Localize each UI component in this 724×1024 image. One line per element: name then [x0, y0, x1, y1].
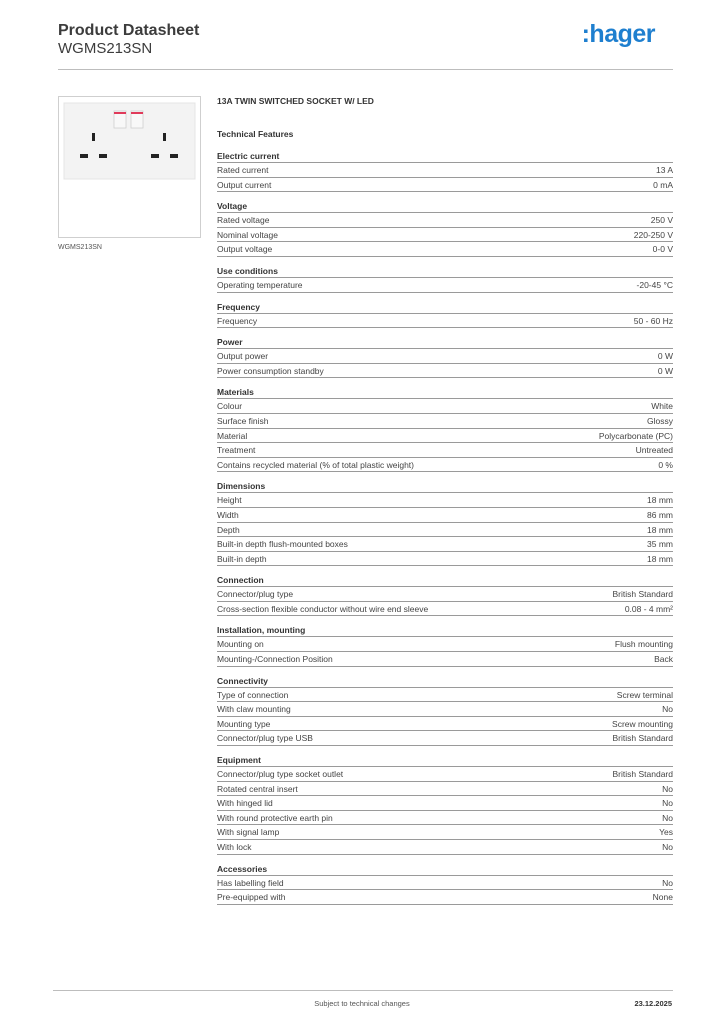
spec-label: Treatment [217, 445, 256, 456]
spec-row [217, 767, 673, 782]
spec-value: No [662, 877, 673, 888]
spec-value: -20-45 °C [636, 279, 673, 290]
spec-value: None [652, 892, 673, 903]
spec-row [217, 537, 673, 552]
spec-value: Polycarbonate (PC) [598, 430, 673, 441]
spec-row [217, 840, 673, 855]
feature-section [217, 387, 673, 472]
hager-logo: :hager [581, 20, 655, 48]
spec-label: Material [217, 430, 248, 441]
spec-value: Glossy [647, 415, 673, 426]
spec-label: Built-in depth [217, 553, 267, 564]
spec-row [217, 587, 673, 602]
spec-value: No [662, 798, 673, 809]
spec-value: 18 mm [647, 524, 673, 535]
spec-label: Rated voltage [217, 215, 270, 226]
feature-section [217, 201, 673, 257]
feature-section [217, 266, 673, 293]
spec-value: British Standard [612, 769, 673, 780]
spec-row [217, 429, 673, 444]
spec-label: With hinged lid [217, 798, 273, 809]
spec-label: Height [217, 495, 242, 506]
section-title: Dimensions [217, 481, 673, 493]
page-header [58, 20, 673, 70]
spec-row [217, 163, 673, 178]
spec-label: Mounting on [217, 639, 264, 650]
spec-row [217, 890, 673, 905]
spec-row [217, 364, 673, 379]
spec-value: 0.08 - 4 mm² [624, 603, 673, 614]
spec-label: Mounting-/Connection Position [217, 654, 333, 665]
spec-row [217, 731, 673, 746]
twin-socket-illustration [59, 97, 200, 237]
spec-value: No [662, 704, 673, 715]
spec-value: No [662, 812, 673, 823]
spec-value: No [662, 783, 673, 794]
feature-section [217, 575, 673, 616]
spec-value: Yes [659, 827, 673, 838]
spec-label: Connector/plug type socket outlet [217, 769, 344, 780]
spec-row [217, 796, 673, 811]
section-title: Frequency [217, 302, 673, 314]
spec-label: Output power [217, 351, 269, 362]
section-title: Electric current [217, 151, 673, 163]
spec-row [217, 637, 673, 652]
spec-row [217, 702, 673, 717]
spec-value: 250 V [650, 215, 673, 226]
spec-label: Contains recycled material (% of total plastic weight) [217, 459, 414, 470]
spec-label: With signal lamp [217, 827, 280, 838]
footer-divider [53, 990, 673, 991]
spec-row [217, 493, 673, 508]
spec-value: 0 mA [653, 179, 673, 190]
spec-label: Built-in depth flush-mounted boxes [217, 539, 348, 550]
spec-value: British Standard [612, 589, 673, 600]
spec-value: Screw mounting [612, 718, 673, 729]
spec-row [217, 652, 673, 667]
section-title: Use conditions [217, 266, 673, 278]
feature-section [217, 481, 673, 566]
spec-value: 0 W [657, 365, 673, 376]
spec-label: Power consumption standby [217, 365, 324, 376]
spec-value: Back [654, 654, 673, 665]
datasheet-content [217, 96, 673, 914]
section-title: Installation, mounting [217, 625, 673, 637]
feature-section [217, 151, 673, 192]
section-title: Connection [217, 575, 673, 587]
spec-row [217, 228, 673, 243]
spec-row [217, 688, 673, 703]
spec-row [217, 717, 673, 732]
spec-row [217, 399, 673, 414]
feature-section [217, 755, 673, 855]
spec-row [217, 825, 673, 840]
spec-label: With claw mounting [217, 704, 291, 715]
product-name: 13A TWIN SWITCHED SOCKET W/ LED [217, 96, 374, 106]
spec-label: Width [217, 509, 239, 520]
spec-label: Frequency [217, 315, 258, 326]
spec-value: British Standard [612, 733, 673, 744]
spec-label: With round protective earth pin [217, 812, 333, 823]
spec-label: Mounting type [217, 718, 271, 729]
feature-section [217, 302, 673, 329]
spec-row [217, 602, 673, 617]
spec-row [217, 414, 673, 429]
spec-value: 50 - 60 Hz [633, 315, 673, 326]
spec-label: Rotated central insert [217, 783, 298, 794]
spec-label: Connector/plug type [217, 589, 294, 600]
spec-value: 18 mm [647, 553, 673, 564]
spec-value: Flush mounting [614, 639, 673, 650]
spec-label: Depth [217, 524, 240, 535]
spec-value: 0-0 V [652, 244, 673, 255]
spec-row [217, 178, 673, 193]
spec-label: Rated current [217, 165, 269, 175]
image-caption: WGMS213SN [58, 244, 102, 251]
feature-section [217, 676, 673, 746]
feature-section [217, 625, 673, 666]
spec-row [217, 523, 673, 538]
spec-label: Operating temperature [217, 279, 303, 290]
section-title: Voltage [217, 201, 673, 213]
spec-label: Output current [217, 179, 272, 190]
spec-label: Output voltage [217, 244, 273, 255]
spec-label: Nominal voltage [217, 229, 278, 240]
spec-label: Colour [217, 401, 243, 412]
spec-value: 35 mm [647, 539, 673, 550]
document-title: Product Datasheet [58, 22, 200, 39]
section-title: Materials [217, 387, 673, 399]
spec-row [217, 782, 673, 797]
spec-row [217, 508, 673, 523]
spec-row [217, 458, 673, 473]
section-title: Accessories [217, 864, 673, 876]
spec-row [217, 443, 673, 458]
spec-label: Connector/plug type USB [217, 733, 313, 744]
spec-value: 18 mm [647, 495, 673, 506]
product-image [58, 96, 201, 238]
spec-value: 13 A [655, 165, 673, 175]
spec-value: Screw terminal [616, 689, 673, 700]
spec-row [217, 876, 673, 891]
spec-value: No [662, 842, 673, 852]
spec-value: 0 W [657, 351, 673, 362]
section-title: Equipment [217, 755, 673, 767]
feature-section [217, 337, 673, 378]
spec-row [217, 242, 673, 257]
spec-label: With lock [217, 842, 252, 852]
feature-section [217, 864, 673, 905]
footer-date: 23.12.2025 [634, 999, 672, 1008]
document-subtitle: WGMS213SN [58, 40, 153, 57]
section-title: Connectivity [217, 676, 673, 688]
spec-label: Type of connection [217, 689, 289, 700]
spec-label: Cross-section flexible conductor without wire end sleeve [217, 603, 429, 614]
spec-row [217, 349, 673, 364]
spec-label: Pre-equipped with [217, 892, 286, 903]
spec-value: White [651, 401, 673, 412]
spec-row [217, 811, 673, 826]
spec-row [217, 213, 673, 228]
spec-row [217, 552, 673, 567]
spec-row [217, 314, 673, 329]
spec-value: 0 % [658, 459, 673, 470]
spec-label: Has labelling field [217, 877, 284, 888]
spec-value: Untreated [635, 445, 673, 456]
spec-value: 86 mm [647, 509, 673, 520]
technical-features-title: Technical Features [217, 129, 294, 139]
spec-row [217, 278, 673, 293]
spec-label: Surface finish [217, 415, 269, 426]
section-title: Power [217, 337, 673, 349]
feature-sections [217, 151, 673, 905]
footer-note: Subject to technical changes [314, 999, 410, 1008]
spec-value: 220-250 V [633, 229, 673, 240]
